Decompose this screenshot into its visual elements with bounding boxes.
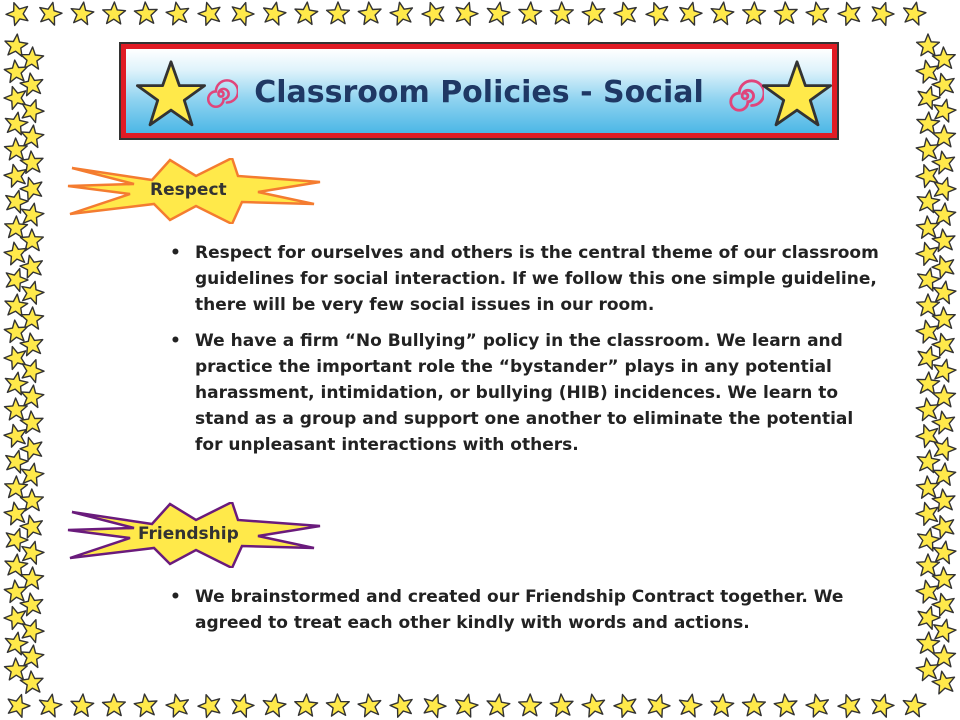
border-star-icon xyxy=(932,671,954,694)
border-star-icon xyxy=(21,47,44,69)
border-star-icon xyxy=(933,385,956,407)
border-star-icon xyxy=(550,694,573,716)
border-star-icon xyxy=(916,138,939,161)
border-star-icon xyxy=(21,567,44,589)
border-star-icon xyxy=(22,620,44,643)
border-star-icon xyxy=(103,694,126,716)
respect-list xyxy=(195,240,885,468)
border-star-icon xyxy=(40,2,62,25)
border-star-icon xyxy=(933,645,956,667)
border-star-icon xyxy=(903,694,926,717)
border-star-icon xyxy=(8,695,30,718)
border-star-icon xyxy=(916,216,939,238)
border-star-icon xyxy=(917,294,940,316)
border-star-icon xyxy=(198,3,220,26)
border-star-icon xyxy=(263,694,286,717)
border-star-icon xyxy=(22,463,44,486)
border-star-icon xyxy=(487,2,510,25)
border-star-icon xyxy=(4,607,26,630)
respect-heading: Respect xyxy=(150,180,227,200)
border-star-icon xyxy=(916,398,939,421)
border-star-icon xyxy=(916,165,938,188)
border-star-icon xyxy=(934,99,956,122)
border-star-icon xyxy=(103,2,126,24)
border-star-icon xyxy=(4,424,26,447)
border-star-icon xyxy=(456,3,478,26)
border-star-icon xyxy=(21,385,44,407)
friendship-heading: Friendship xyxy=(138,524,239,544)
border-star-icon xyxy=(806,694,828,717)
border-star-icon xyxy=(582,2,605,25)
border-star-icon xyxy=(487,694,510,716)
border-star-icon xyxy=(22,541,44,564)
border-star-icon xyxy=(743,2,766,24)
border-star-icon xyxy=(916,580,938,603)
border-star-icon xyxy=(4,502,27,525)
border-star-icon xyxy=(872,694,894,717)
border-star-icon xyxy=(5,34,28,56)
border-star-icon xyxy=(711,2,734,25)
border-star-icon xyxy=(916,503,938,526)
border-star-icon xyxy=(5,138,28,160)
border-star-icon xyxy=(4,580,27,602)
border-star-icon xyxy=(5,476,28,498)
border-star-icon xyxy=(551,2,574,24)
border-star-icon xyxy=(774,2,797,24)
border-star-icon xyxy=(774,694,797,716)
border-star-icon xyxy=(21,645,44,667)
border-star-icon xyxy=(422,3,444,26)
border-star-icon xyxy=(166,2,189,25)
border-star-icon xyxy=(40,694,62,717)
border-star-icon xyxy=(872,3,894,26)
border-star-icon xyxy=(134,2,157,24)
border-star-icon xyxy=(358,2,381,24)
border-star-icon xyxy=(21,307,44,329)
star-icon xyxy=(762,59,832,129)
border-star-icon xyxy=(917,554,940,576)
list-item: • We brainstormed and created our Friendship Contract together. We agreed to treat each other kindly with words and actions. xyxy=(195,584,885,636)
border-star-icon xyxy=(934,619,956,642)
border-star-icon xyxy=(519,2,542,24)
border-star-icon xyxy=(4,87,26,110)
title-banner xyxy=(120,43,838,139)
border-star-icon xyxy=(680,2,702,25)
border-star-icon xyxy=(648,695,670,718)
border-star-icon xyxy=(743,694,766,716)
border-star-icon xyxy=(71,694,94,716)
border-star-icon xyxy=(916,320,938,343)
border-star-icon xyxy=(680,694,702,717)
border-star-icon xyxy=(933,203,956,225)
page-title: Classroom Policies - Social xyxy=(254,75,704,110)
border-star-icon xyxy=(5,216,28,238)
border-star-icon xyxy=(21,489,44,511)
border-star-icon xyxy=(519,694,542,716)
list-item: • We have a firm “No Bullying” policy in the classroom. We learn and practice the important role the “bystander” plays in any potential harassment, intimidation, or bullying (HIB) incidences. We learn to stand as a group and support one another to eliminate the potential for unpleasant interactions with others. xyxy=(195,328,885,458)
border-star-icon xyxy=(390,694,412,717)
border-star-icon xyxy=(916,243,938,266)
border-star-icon xyxy=(295,2,318,24)
border-star-icon xyxy=(838,3,860,26)
border-star-icon xyxy=(22,281,44,304)
border-star-icon xyxy=(232,3,254,26)
border-star-icon xyxy=(4,242,27,265)
border-star-icon xyxy=(934,359,956,382)
border-star-icon xyxy=(916,476,939,498)
border-star-icon xyxy=(904,2,926,25)
border-star-icon xyxy=(614,695,636,718)
border-star-icon xyxy=(933,463,956,485)
border-star-icon xyxy=(933,125,956,147)
border-star-icon xyxy=(295,694,318,716)
border-star-icon xyxy=(456,694,478,717)
border-star-icon xyxy=(390,2,412,25)
border-star-icon xyxy=(264,2,286,25)
border-star-icon xyxy=(646,3,668,26)
border-star-icon xyxy=(198,695,220,718)
border-star-icon xyxy=(806,2,829,25)
border-star-icon xyxy=(71,2,94,25)
border-star-icon xyxy=(327,2,350,24)
border-star-icon xyxy=(614,2,636,25)
border-star-icon xyxy=(916,658,939,681)
border-star-icon xyxy=(21,125,44,147)
border-star-icon xyxy=(933,281,956,304)
border-star-icon xyxy=(21,229,44,251)
border-star-icon xyxy=(166,694,188,717)
border-star-icon xyxy=(917,34,940,56)
border-star-icon xyxy=(20,671,43,693)
border-star-icon xyxy=(22,203,44,226)
border-star-icon xyxy=(358,694,381,717)
list-item: • Respect for ourselves and others is the central theme of our classroom guidelines for social interaction. If we follow this one simple guideline, there will be very few social issues in our room. xyxy=(195,240,885,318)
border-star-icon xyxy=(5,658,28,680)
border-star-icon xyxy=(6,3,28,26)
border-star-icon xyxy=(232,694,254,717)
border-star-icon xyxy=(582,694,604,717)
friendship-list xyxy=(195,584,885,646)
border-star-icon xyxy=(5,398,28,420)
border-star-icon xyxy=(4,347,26,370)
border-star-icon xyxy=(4,164,26,187)
border-star-icon xyxy=(4,320,27,342)
border-star-icon xyxy=(134,694,157,716)
border-star-icon xyxy=(838,695,860,718)
border-star-icon xyxy=(711,694,734,716)
border-star-icon xyxy=(326,694,349,716)
border-star-icon xyxy=(933,541,956,564)
spiral-icon xyxy=(726,77,764,115)
border-star-icon xyxy=(22,360,44,383)
border-star-icon xyxy=(424,695,446,718)
border-star-icon xyxy=(22,100,44,123)
border-star-icon xyxy=(916,425,938,448)
border-star-icon xyxy=(4,60,27,82)
border-star-icon xyxy=(916,60,938,83)
